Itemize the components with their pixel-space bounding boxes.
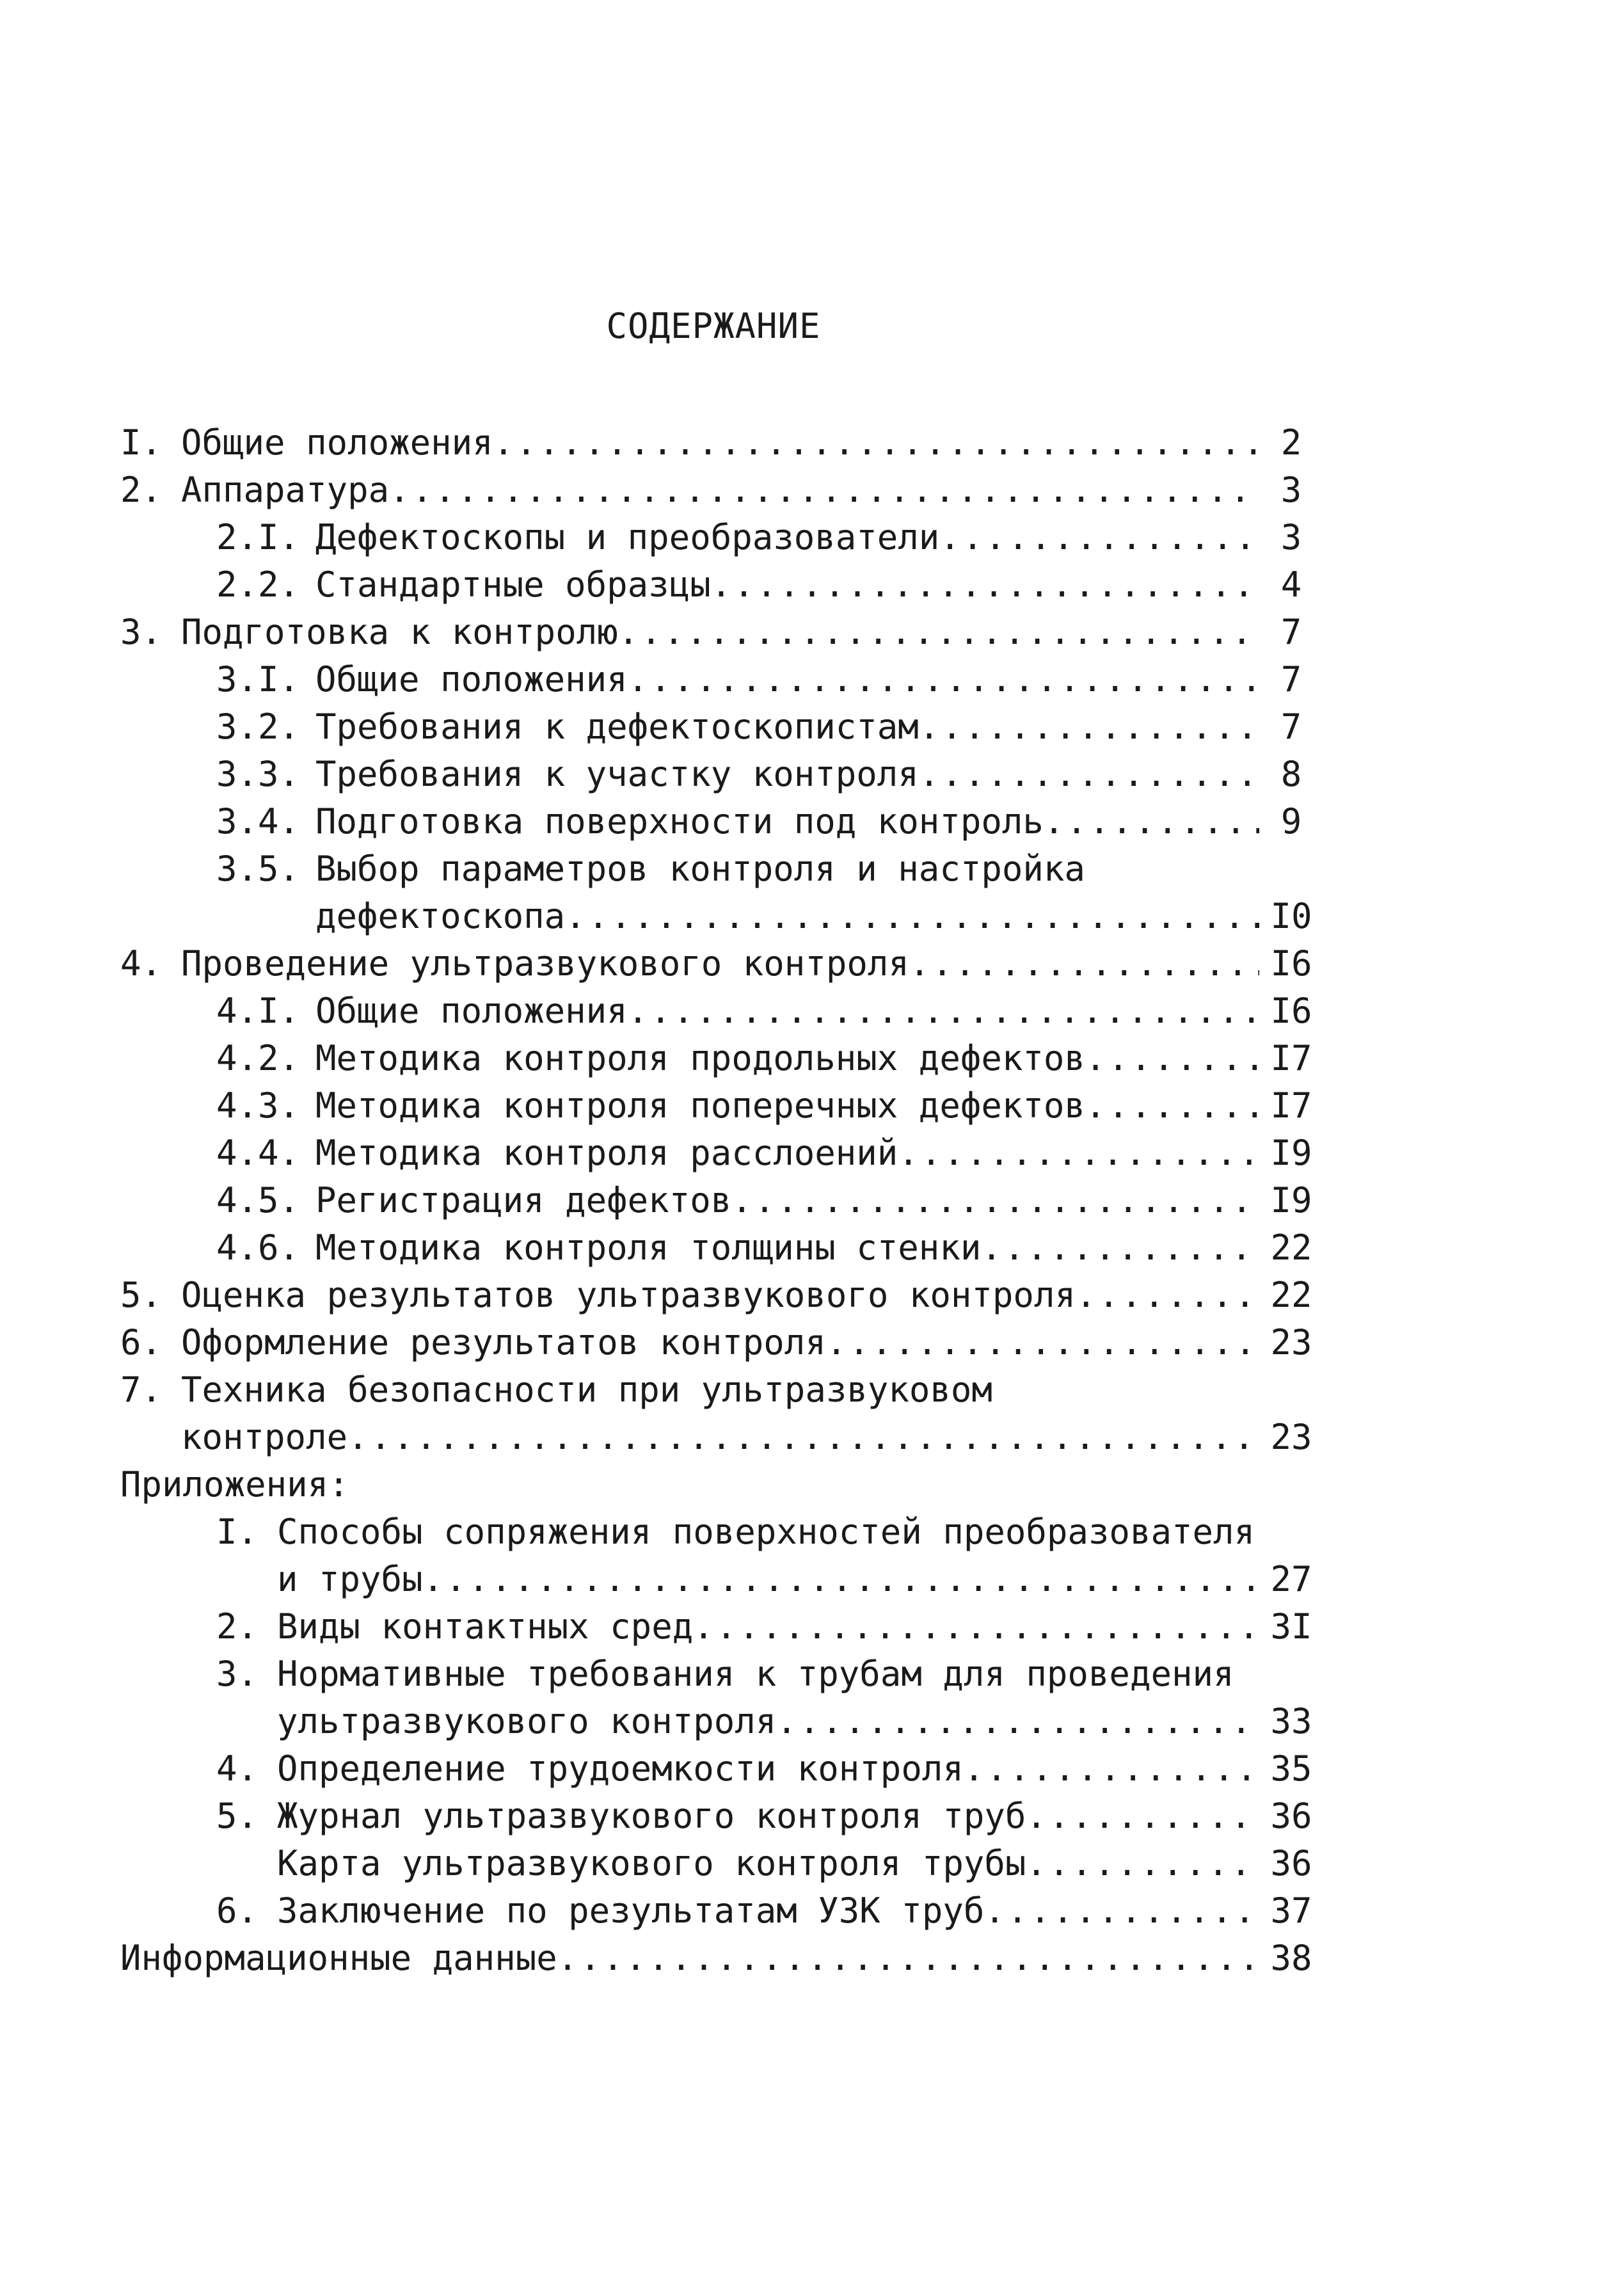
- toc-entry-text: [216, 514, 939, 561]
- toc-entry-title: Журнал ультразвукового контроля труб: [277, 1796, 1026, 1836]
- toc-entry-title: Определение трудоемкости контроля: [277, 1748, 964, 1789]
- toc-entry-continuation: [120, 1414, 1323, 1461]
- toc-entry: [120, 1840, 1323, 1887]
- toc-entry: [120, 561, 1323, 609]
- toc-entry-title-continued: дефектоскопа: [315, 896, 566, 936]
- toc-entry-number: 2.I.: [216, 517, 300, 557]
- toc-entry-title: Стандартные образцы: [315, 564, 711, 605]
- toc-page-number: 2: [1280, 422, 1302, 463]
- toc-entry: [120, 1603, 1323, 1651]
- toc-page-number: 22: [1270, 1227, 1312, 1268]
- toc-entry: [120, 1935, 1323, 1982]
- toc-entry-number: 3.4.: [216, 801, 300, 842]
- toc-entry-number: 4.I.: [216, 991, 300, 1031]
- toc-entry: [120, 1745, 1323, 1793]
- toc-entry-text: [216, 1745, 964, 1793]
- toc-entry-continuation: [120, 893, 1323, 940]
- toc-entry-number: 6.: [120, 1322, 163, 1363]
- toc-entry: [120, 1224, 1323, 1272]
- dot-leader: [693, 1603, 1259, 1651]
- toc-entry-title: Нормативные требования к трубам для проведения: [277, 1654, 1234, 1694]
- toc-entry-title: Методика контроля продольных дефектов: [315, 1038, 1085, 1078]
- toc-entry: [120, 751, 1323, 798]
- toc-page-number: 38: [1270, 1938, 1312, 1978]
- dot-leader: [898, 1130, 1259, 1177]
- toc-entry-number: 4.: [120, 943, 163, 984]
- toc-entry: [120, 656, 1323, 703]
- toc-entry-number: 5.: [120, 1275, 163, 1315]
- toc-entry-title: Техника безопасности при ультразвуковом: [181, 1370, 992, 1410]
- toc-entry-text: [216, 1793, 1026, 1840]
- toc-entry-text: [216, 561, 711, 609]
- toc-entry-number: 4.5.: [216, 1180, 300, 1220]
- toc-entry-number: I.: [216, 1512, 259, 1552]
- dot-leader: [423, 1556, 1259, 1603]
- toc-page-number: 7: [1280, 707, 1302, 747]
- toc-page-number: 9: [1280, 801, 1302, 842]
- toc-entry-title: Информационные данные: [120, 1938, 557, 1978]
- toc-entry-text: [216, 1603, 693, 1651]
- toc-entry-number: 3.2.: [216, 707, 300, 747]
- toc-entry-title-continued: контроле: [181, 1417, 348, 1457]
- dot-leader: [628, 987, 1259, 1035]
- toc-entry-continuation: [120, 1556, 1323, 1603]
- dot-leader: [618, 609, 1259, 656]
- toc-entry: [120, 1461, 1323, 1508]
- toc-entry: [120, 798, 1323, 845]
- dot-leader: [347, 1414, 1259, 1461]
- toc-page-number: I6: [1270, 943, 1312, 984]
- dot-leader: [981, 1224, 1259, 1272]
- toc-entry: [120, 1130, 1323, 1177]
- toc-entry-number: 4.6.: [216, 1227, 300, 1268]
- toc-entry: [120, 419, 1323, 467]
- toc-entry-number: 6.: [216, 1890, 259, 1931]
- toc-entry-number: 4.4.: [216, 1133, 300, 1173]
- toc-entry-number: 7.: [120, 1370, 163, 1410]
- toc-entry-text: [120, 1935, 557, 1982]
- dot-leader: [565, 893, 1259, 940]
- toc-entry-title: Требования к участку контроля: [315, 754, 919, 794]
- toc-entry-title: Общие положения: [315, 659, 628, 699]
- dot-leader: [1044, 798, 1259, 845]
- toc-page-number: 8: [1280, 754, 1302, 794]
- toc-entry-text: [216, 1840, 1026, 1887]
- toc-entry-text: [216, 1082, 1085, 1130]
- dot-leader: [711, 561, 1259, 609]
- dot-leader: [919, 703, 1259, 751]
- toc-entry-number: 4.3.: [216, 1085, 300, 1126]
- toc-entry-title: Виды контактных сред: [277, 1606, 694, 1647]
- toc-entry-text: [216, 1887, 984, 1935]
- toc-entry-number: 3.: [216, 1654, 259, 1694]
- toc-page-number: 23: [1270, 1417, 1312, 1457]
- toc-entry-text: [216, 1035, 1085, 1082]
- toc-entry-text: [216, 987, 628, 1035]
- toc-entry-title: Методика контроля толщины стенки: [315, 1227, 982, 1268]
- toc-entry-number: 4.: [216, 1748, 259, 1789]
- dot-leader: [557, 1935, 1259, 1982]
- toc-entry-continuation: [120, 1698, 1323, 1745]
- toc-entry-text: [120, 1366, 992, 1414]
- toc-entry: [120, 1035, 1323, 1082]
- toc-entry-text: [216, 1651, 1234, 1698]
- dot-leader: [1026, 1840, 1259, 1887]
- toc-entry-title: Общие положения: [181, 422, 493, 463]
- toc-entry-title: Методика контроля расслоений: [315, 1133, 898, 1173]
- toc-page-number: 7: [1280, 659, 1302, 699]
- toc-entry: [120, 1177, 1323, 1224]
- toc-entry-text: [216, 1508, 1255, 1556]
- toc-entry-title: Способы сопряжения поверхностей преобразователя: [277, 1512, 1255, 1552]
- toc-entry: [120, 609, 1323, 656]
- dot-leader: [919, 751, 1259, 798]
- toc-entry-number: 2.: [120, 470, 163, 510]
- toc-entry-number: 3.5.: [216, 849, 300, 889]
- toc-page-number: 3: [1280, 470, 1302, 510]
- dot-leader: [909, 940, 1259, 987]
- toc-entry-text: [120, 609, 618, 656]
- toc-entry-number: 2.2.: [216, 564, 300, 605]
- toc-page-number: I6: [1270, 991, 1312, 1031]
- toc-entry-text: [216, 751, 919, 798]
- toc-page-number: 37: [1270, 1890, 1312, 1931]
- toc-entry-title: Карта ультразвукового контроля трубы: [277, 1843, 1026, 1883]
- toc-entry-title-continued: и трубы: [277, 1559, 423, 1599]
- dot-leader: [1085, 1035, 1259, 1082]
- toc-entry-title: Требования к дефектоскопистам: [315, 707, 919, 747]
- dot-leader: [493, 419, 1259, 467]
- toc-entry-title: Методика контроля поперечных дефектов: [315, 1085, 1085, 1126]
- toc-entry-number: 3.: [120, 612, 163, 652]
- toc-entry: [120, 845, 1323, 893]
- toc-entry: [120, 1319, 1323, 1366]
- toc-entry-title: Оценка результатов ультразвукового контроля: [181, 1275, 1076, 1315]
- toc-page-number: 36: [1270, 1843, 1312, 1883]
- toc-entry-text: [120, 1272, 1076, 1319]
- toc-entry: [120, 1651, 1323, 1698]
- toc-page-number: I7: [1270, 1038, 1312, 1078]
- toc-entry-text: [216, 798, 1044, 845]
- toc-entry-text: [216, 1224, 981, 1272]
- dot-leader: [826, 1319, 1259, 1366]
- toc-entry: [120, 1887, 1323, 1935]
- toc-page-number: 4: [1280, 564, 1302, 605]
- toc-page-number: I9: [1270, 1133, 1312, 1173]
- toc-entry: [120, 987, 1323, 1035]
- toc-entry-number: 4.2.: [216, 1038, 300, 1078]
- toc-entry-title: Дефектоскопы и преобразователи: [315, 517, 940, 557]
- toc-entry-title-continued: ультразвукового контроля: [277, 1701, 777, 1741]
- toc-entry-number: I.: [120, 422, 163, 463]
- toc-page-number: I0: [1270, 896, 1312, 936]
- toc-entry-title: Проведение ультразвукового контроля: [181, 943, 909, 984]
- toc-entry-text: [216, 703, 919, 751]
- toc-page-number: 36: [1270, 1796, 1312, 1836]
- toc-entry-title: Оформление результатов контроля: [181, 1322, 826, 1363]
- toc-entry-text: [216, 656, 628, 703]
- toc-page-number: 3I: [1270, 1606, 1312, 1647]
- toc-page-number: I7: [1270, 1085, 1312, 1126]
- toc-entry-text: [120, 940, 909, 987]
- toc-entry-title: Подготовка поверхности под контроль: [315, 801, 1044, 842]
- toc-entry-title: Общие положения: [315, 991, 628, 1031]
- dot-leader: [1085, 1082, 1259, 1130]
- dot-leader: [939, 514, 1259, 561]
- toc-page-number: 35: [1270, 1748, 1312, 1789]
- toc-entry: [120, 940, 1323, 987]
- toc-entry-number: 5.: [216, 1796, 259, 1836]
- toc-entry: [120, 703, 1323, 751]
- toc-entry-number: 2.: [216, 1606, 259, 1647]
- page-title: СОДЕРЖАНИЕ: [606, 306, 821, 346]
- toc-entry: [120, 1508, 1323, 1556]
- toc-entry-title: Выбор параметров контроля и настройка: [315, 849, 1085, 889]
- toc-page-number: 33: [1270, 1701, 1312, 1741]
- toc-page-number: 23: [1270, 1322, 1312, 1363]
- toc-entry-text: [120, 419, 493, 467]
- toc-entry-text: [120, 467, 389, 514]
- dot-leader: [1026, 1793, 1259, 1840]
- toc-entry-text: [216, 845, 1085, 893]
- dot-leader: [1076, 1272, 1259, 1319]
- toc-entry-number: 3.I.: [216, 659, 300, 699]
- table-of-contents: [120, 419, 1323, 1982]
- toc-page-number: I9: [1270, 1180, 1312, 1220]
- toc-entry: [120, 1366, 1323, 1414]
- dot-leader: [964, 1745, 1259, 1793]
- toc-section-heading: Приложения:: [120, 1464, 349, 1505]
- dot-leader: [984, 1887, 1259, 1935]
- toc-entry-title: Подготовка к контролю: [181, 612, 618, 652]
- toc-entry: [120, 1793, 1323, 1840]
- toc-entry: [120, 514, 1323, 561]
- toc-page-number: 27: [1270, 1559, 1312, 1599]
- toc-entry: [120, 467, 1323, 514]
- dot-leader: [628, 656, 1259, 703]
- toc-entry-number: 3.3.: [216, 754, 300, 794]
- toc-entry: [120, 1272, 1323, 1319]
- toc-entry: [120, 1082, 1323, 1130]
- toc-entry-title: Заключение по результатам УЗК труб: [277, 1890, 985, 1931]
- toc-entry-title: Регистрация дефектов: [315, 1180, 732, 1220]
- dot-leader: [776, 1698, 1259, 1745]
- dot-leader: [389, 467, 1259, 514]
- toc-page-number: 7: [1280, 612, 1302, 652]
- toc-entry-text: [216, 1177, 731, 1224]
- toc-page-number: 22: [1270, 1275, 1312, 1315]
- dot-leader: [731, 1177, 1259, 1224]
- toc-entry-title: Аппаратура: [181, 470, 390, 510]
- toc-entry-text: [216, 1130, 898, 1177]
- toc-page-number: 3: [1280, 517, 1302, 557]
- toc-entry-text: [120, 1319, 826, 1366]
